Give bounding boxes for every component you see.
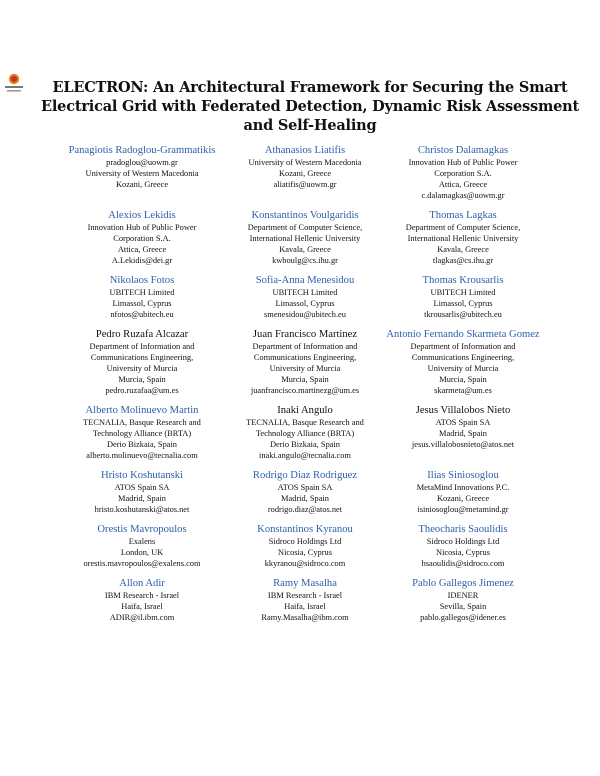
author-block bbox=[384, 577, 542, 623]
author-block bbox=[226, 144, 384, 201]
author-affiliation-line: Limassol, Cyprus bbox=[433, 299, 493, 308]
author-name[interactable]: Christos Dalamagkas bbox=[417, 145, 509, 156]
author-name: Juan Francisco Martinez bbox=[252, 329, 358, 340]
author-block bbox=[226, 209, 384, 266]
author-email[interactable]: nfotos@ubitech.eu bbox=[110, 310, 174, 319]
author-block bbox=[58, 209, 226, 266]
author-affiliation-line: Madrid, Spain bbox=[281, 494, 329, 503]
author-affiliation-line: Corporation S.A. bbox=[113, 234, 171, 243]
author-affiliation-line: University of Murcia bbox=[427, 364, 499, 373]
author-block bbox=[384, 404, 542, 461]
author-block bbox=[58, 274, 226, 320]
author-affiliation-line: IBM Research - Israel bbox=[104, 591, 180, 600]
author-name[interactable]: Antonio Fernando Skarmeta Gomez bbox=[386, 329, 540, 340]
author-block bbox=[58, 577, 226, 623]
author-name[interactable]: Theocharis Saoulidis bbox=[418, 524, 508, 535]
conference-logo-icon bbox=[4, 72, 24, 94]
author-affiliation-line: Murcia, Spain bbox=[281, 375, 329, 384]
author-name[interactable]: Thomas Krousarlis bbox=[422, 275, 504, 286]
author-email[interactable]: kkyranou@sidroco.com bbox=[264, 559, 346, 568]
author-affiliation-line: IBM Research - Israel bbox=[267, 591, 343, 600]
author-affiliation-line: IDENER bbox=[447, 591, 479, 600]
author-name: Jesus Villalobos Nieto bbox=[415, 405, 511, 416]
author-block bbox=[384, 144, 542, 201]
author-block bbox=[226, 577, 384, 623]
author-name[interactable]: Orestis Mavropoulos bbox=[97, 524, 187, 535]
author-affiliation-line: Kozani, Greece bbox=[278, 169, 332, 178]
author-name: Pedro Ruzafa Alcazar bbox=[95, 329, 189, 340]
author-affiliation-line: Haifa, Israel bbox=[121, 602, 163, 611]
author-email[interactable]: c.dalamagkas@uowm.gr bbox=[421, 191, 505, 200]
author-block bbox=[58, 523, 226, 569]
author-affiliation-line: Department of Computer Science, bbox=[247, 223, 363, 232]
author-block bbox=[226, 274, 384, 320]
author-affiliation-line: Attica, Greece bbox=[438, 180, 488, 189]
author-affiliation-line: Department of Information and bbox=[89, 342, 195, 351]
author-email[interactable]: ADIR@il.ibm.com bbox=[109, 613, 175, 622]
author-affiliation-line: Murcia, Spain bbox=[118, 375, 166, 384]
author-grid bbox=[58, 144, 542, 631]
author-name[interactable]: Rodrigo Diaz Rodriguez bbox=[252, 470, 358, 481]
author-affiliation-line: Nicosia, Cyprus bbox=[278, 548, 332, 557]
author-email[interactable]: pablo.gallegos@idener.es bbox=[420, 613, 506, 622]
author-name: Inaki Angulo bbox=[277, 405, 333, 416]
author-email[interactable]: Ramy.Masalha@ibm.com bbox=[261, 613, 349, 622]
author-name[interactable]: Konstantinos Voulgaridis bbox=[251, 210, 359, 221]
author-affiliation-line: TECNALIA, Basque Research and bbox=[246, 418, 364, 427]
author-name[interactable]: Alberto Molinuevo Martin bbox=[85, 405, 199, 416]
author-name[interactable]: Nikolaos Fotos bbox=[109, 275, 175, 286]
author-affiliation-line: Sidroco Holdings Ltd bbox=[268, 537, 342, 546]
author-email[interactable]: orestis.mavropoulos@exalens.com bbox=[83, 559, 201, 568]
author-affiliation-line: Sidroco Holdings Ltd bbox=[426, 537, 500, 546]
author-email[interactable]: pradoglou@uowm.gr bbox=[106, 158, 178, 167]
author-affiliation-line: Madrid, Spain bbox=[439, 429, 487, 438]
author-name[interactable]: Allon Adir bbox=[119, 578, 165, 589]
author-affiliation-line: ATOS Spain SA bbox=[277, 483, 333, 492]
author-affiliation-line: Innovation Hub of Public Power bbox=[87, 223, 197, 232]
author-name[interactable]: Alexios Lekidis bbox=[108, 210, 176, 221]
author-affiliation-line: MetaMind Innovations P.C. bbox=[416, 483, 510, 492]
author-email[interactable]: tlagkas@cs.ihu.gr bbox=[432, 256, 494, 265]
author-name[interactable]: Konstantinos Kyranou bbox=[257, 524, 353, 535]
author-email[interactable]: hristo.koshutanski@atos.net bbox=[94, 505, 190, 514]
author-block bbox=[226, 328, 384, 396]
author-name[interactable]: Hristo Koshutanski bbox=[100, 470, 184, 481]
author-affiliation-line: London, UK bbox=[120, 548, 164, 557]
author-affiliation-line: Limassol, Cyprus bbox=[275, 299, 335, 308]
author-affiliation-line: Sevilla, Spain bbox=[439, 602, 487, 611]
author-affiliation-line: ATOS Spain SA bbox=[435, 418, 491, 427]
author-affiliation-line: Murcia, Spain bbox=[439, 375, 487, 384]
author-name[interactable]: Athanasios Liatifis bbox=[264, 145, 346, 156]
author-affiliation-line: Department of Information and bbox=[252, 342, 358, 351]
author-block bbox=[384, 523, 542, 569]
author-affiliation-line: Communications Engineering, bbox=[411, 353, 515, 362]
author-affiliation-line: Technology Alliance (BRTA) bbox=[92, 429, 192, 438]
author-affiliation-line: Department of Information and bbox=[410, 342, 516, 351]
author-affiliation-line: TECNALIA, Basque Research and bbox=[83, 418, 201, 427]
author-email[interactable]: aliatifis@uowm.gr bbox=[273, 180, 337, 189]
author-affiliation-line: Derio Bizkaia, Spain bbox=[269, 440, 340, 449]
author-email[interactable]: isiniosoglou@metamind.gr bbox=[417, 505, 509, 514]
author-block bbox=[384, 274, 542, 320]
author-block bbox=[58, 404, 226, 461]
author-email[interactable]: alberto.molinuevo@tecnalia.com bbox=[86, 451, 198, 460]
author-affiliation-line: Communications Engineering, bbox=[253, 353, 357, 362]
author-affiliation-line: Technology Alliance (BRTA) bbox=[255, 429, 355, 438]
author-affiliation-line: University of Western Macedonia bbox=[248, 158, 362, 167]
author-email[interactable]: rodrigo.diaz@atos.net bbox=[267, 505, 343, 514]
author-email[interactable]: juanfrancisco.martinezg@um.es bbox=[250, 386, 360, 395]
author-name[interactable]: Panagiotis Radoglou-Grammatikis bbox=[68, 145, 216, 156]
author-block bbox=[384, 209, 542, 266]
author-name[interactable]: Ramy Masalha bbox=[273, 578, 337, 589]
author-affiliation-line: University of Murcia bbox=[106, 364, 178, 373]
author-email[interactable]: kwboulg@cs.ihu.gr bbox=[272, 256, 338, 265]
author-affiliation-line: Kavala, Greece bbox=[437, 245, 489, 254]
author-email[interactable]: hsaoulidis@sidroco.com bbox=[421, 559, 505, 568]
author-affiliation-line: International Hellenic University bbox=[407, 234, 519, 243]
author-affiliation-line: University of Western Macedonia bbox=[85, 169, 199, 178]
author-affiliation-line: Innovation Hub of Public Power bbox=[408, 158, 518, 167]
author-affiliation-line: Nicosia, Cyprus bbox=[436, 548, 490, 557]
author-block bbox=[58, 144, 226, 201]
author-affiliation-line: Kozani, Greece bbox=[436, 494, 490, 503]
author-block bbox=[58, 469, 226, 515]
author-name[interactable]: Sofia-Anna Menesidou bbox=[255, 275, 355, 286]
author-email[interactable]: jesus.villalobosnieto@atos.net bbox=[411, 440, 515, 449]
author-affiliation-line: Haifa, Israel bbox=[284, 602, 326, 611]
author-email[interactable]: tkrousarlis@ubitech.eu bbox=[424, 310, 502, 319]
author-affiliation-line: ATOS Spain SA bbox=[114, 483, 170, 492]
paper-title: ELECTRON: An Architectural Framework for Securing the Smart Electrical Grid with Federated Detection, Dynamic Risk Assessment and Self-Healing bbox=[41, 79, 579, 134]
author-block bbox=[226, 469, 384, 515]
author-affiliation-line: Corporation S.A. bbox=[434, 169, 492, 178]
author-affiliation-line: University of Murcia bbox=[269, 364, 341, 373]
author-block bbox=[58, 328, 226, 396]
author-name[interactable]: Pablo Gallegos Jimenez bbox=[412, 578, 514, 589]
author-block bbox=[226, 404, 384, 461]
author-affiliation-line: Derio Bizkaia, Spain bbox=[106, 440, 177, 449]
author-affiliation-line: Exalens bbox=[128, 537, 156, 546]
author-name[interactable]: Thomas Lagkas bbox=[429, 210, 497, 221]
author-affiliation-line: Kozani, Greece bbox=[115, 180, 169, 189]
author-affiliation-line: International Hellenic University bbox=[249, 234, 361, 243]
author-email[interactable]: inaki.angulo@tecnalia.com bbox=[259, 451, 351, 460]
author-name[interactable]: Ilias Siniosoglou bbox=[427, 470, 499, 481]
author-block bbox=[226, 523, 384, 569]
author-email[interactable]: smenesidou@ubitech.eu bbox=[264, 310, 346, 319]
author-email[interactable]: A.Lekidis@dei.gr bbox=[111, 256, 173, 265]
author-affiliation-line: Limassol, Cyprus bbox=[112, 299, 172, 308]
author-affiliation-line: UBITECH Limited bbox=[430, 288, 496, 297]
author-block bbox=[384, 469, 542, 515]
author-affiliation-line: Communications Engineering, bbox=[90, 353, 194, 362]
author-affiliation-line: Department of Computer Science, bbox=[405, 223, 521, 232]
author-affiliation-line: Madrid, Spain bbox=[118, 494, 166, 503]
author-affiliation-line: Kavala, Greece bbox=[279, 245, 331, 254]
author-email[interactable]: pedro.ruzafaa@um.es bbox=[105, 386, 179, 395]
author-block bbox=[384, 328, 542, 396]
author-affiliation-line: Attica, Greece bbox=[117, 245, 167, 254]
author-affiliation-line: UBITECH Limited bbox=[272, 288, 338, 297]
author-affiliation-line: UBITECH Limited bbox=[109, 288, 175, 297]
author-email[interactable]: skarmeta@um.es bbox=[434, 386, 492, 395]
